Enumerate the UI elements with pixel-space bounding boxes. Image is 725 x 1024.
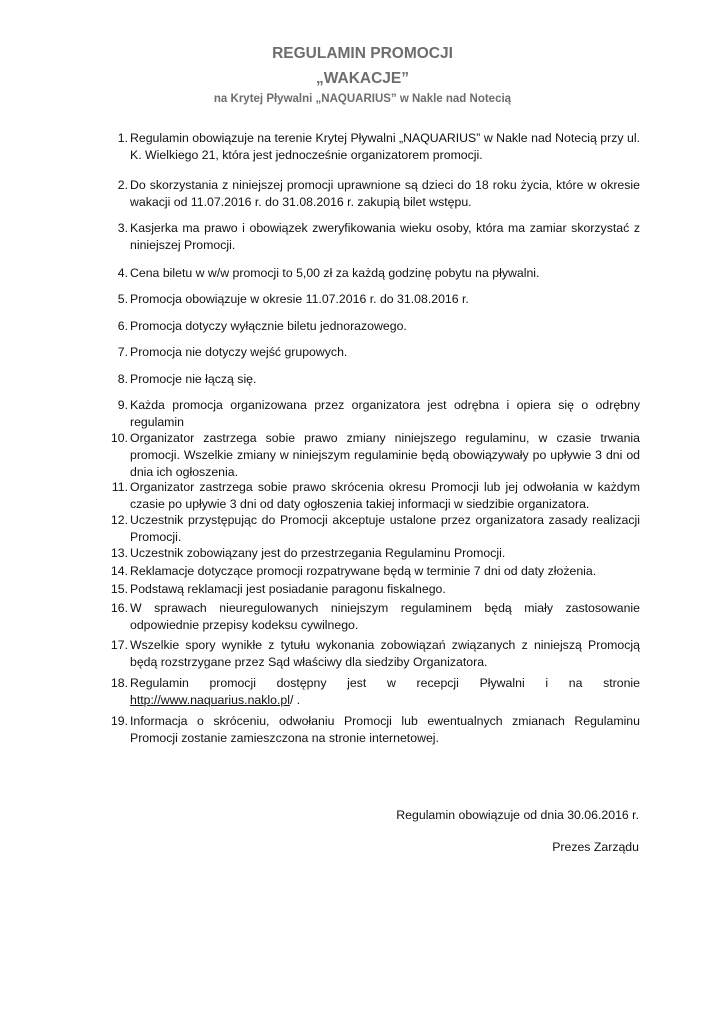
item-text: Regulamin obowiązuje na terenie Krytej Pływalni „NAQUARIUS” w Nakle nad Notecią przy ul. K. Wielkiego 21, która jest jednocześnie organizatorem promocji. [130, 131, 640, 162]
item-text-line: Regulamin promocji dostępny jest w recepcji Pływalni i na stronie [130, 676, 640, 690]
item-number: 10. [110, 431, 128, 445]
document-subtitle: na Krytej Pływalni „NAQUARIUS” w Nakle nad Notecią [213, 93, 512, 105]
item-number: 3. [117, 221, 128, 235]
item-number: 9. [117, 398, 128, 412]
item-text: Promocja obowiązuje w okresie 11.07.2016 r. do 31.08.2016 r. [130, 292, 469, 306]
item-text: Organizator zastrzega sobie prawo skrócenia okresu Promocji lub jej odwołania w każdym czasie po upływie 3 dni od daty ogłoszenia takiej informacji w siedzibie organizatora. [130, 480, 640, 511]
item-number: 5. [117, 292, 128, 306]
item-number: 17. [110, 638, 128, 652]
item-text: Uczestnik przystępując do Promocji akceptuje ustalone przez organizatora zasady realizacji Promocji. [130, 513, 640, 544]
item-text: Podstawą reklamacji jest posiadanie paragonu fiskalnego. [130, 582, 446, 596]
item-number: 13. [110, 546, 128, 560]
item-number: 12. [110, 513, 128, 527]
item-text: Każda promocja organizowana przez organizatora jest odrębna i opiera się o odrębny regulamin [130, 398, 640, 429]
item-number: 7. [117, 345, 128, 359]
item-number: 4. [117, 266, 128, 280]
item-text: Promocje nie łączą się. [130, 372, 257, 386]
item-text: Promocja nie dotyczy wejść grupowych. [130, 345, 348, 359]
item-text: W sprawach nieuregulowanych niniejszym regulaminem będą miały zastosowanie odpowiednie przepisy kodeksu cywilnego. [130, 601, 640, 632]
item-number: 2. [117, 178, 128, 192]
item-text: Informacja o skróceniu, odwołaniu Promocji lub ewentualnych zmianach Regulaminu Promocji zostanie zamieszczona na stronie internetowej. [130, 714, 640, 745]
document-title: REGULAMIN PROMOCJI [272, 45, 453, 62]
item-text: Uczestnik zobowiązany jest do przestrzegania Regulaminu Promocji. [130, 546, 506, 560]
item-number: 8. [117, 372, 128, 386]
link-suffix: / . [289, 693, 301, 707]
effective-date: Regulamin obowiązuje od dnia 30.06.2016 r. [396, 808, 639, 822]
item-number: 1. [117, 131, 128, 145]
item-text: Organizator zastrzega sobie prawo zmiany niniejszego regulaminu, w czasie trwania promocji. Wszelkie zmiany w niniejszym regulaminie będą obowiązywały po upływie 3 dni od dnia ich ogłoszenia. [130, 431, 640, 479]
item-text: Kasjerka ma prawo i obowiązek zweryfikowania wieku osoby, która ma zamiar skorzystać z niniejszej Promocji. [130, 221, 640, 252]
item-number: 15. [110, 582, 128, 596]
item-text [130, 675, 640, 709]
item-text: Cena biletu w w/w promocji to 5,00 zł za każdą godzinę pobytu na pływalni. [130, 266, 540, 280]
item-number: 19. [110, 714, 128, 728]
item-number: 14. [110, 564, 128, 578]
item-number: 11. [111, 480, 128, 494]
item-text: Promocja dotyczy wyłącznie biletu jednorazowego. [130, 319, 407, 333]
item-number: 16. [110, 601, 128, 615]
website-link[interactable]: http://www.naquarius.naklo.pl [130, 693, 290, 707]
item-text: Reklamacje dotyczące promocji rozpatrywane będą w terminie 7 dni od daty złożenia. [130, 564, 597, 578]
item-number: 6. [117, 319, 128, 333]
promotion-name: „WAKACJE” [315, 70, 409, 87]
item-number: 18. [110, 676, 128, 690]
signature-title: Prezes Zarządu [552, 840, 639, 854]
item-text: Do skorzystania z niniejszej promocji uprawnione są dzieci do 18 roku życia, które w okresie wakacji od 11.07.2016 r. do 31.08.2016 r. zakupią bilet wstępu. [130, 178, 640, 209]
item-text: Wszelkie spory wynikłe z tytułu wykonania zobowiązań związanych z niniejszą Promocją będą rozstrzygane przez Sąd właściwy dla siedziby Organizatora. [130, 638, 640, 669]
